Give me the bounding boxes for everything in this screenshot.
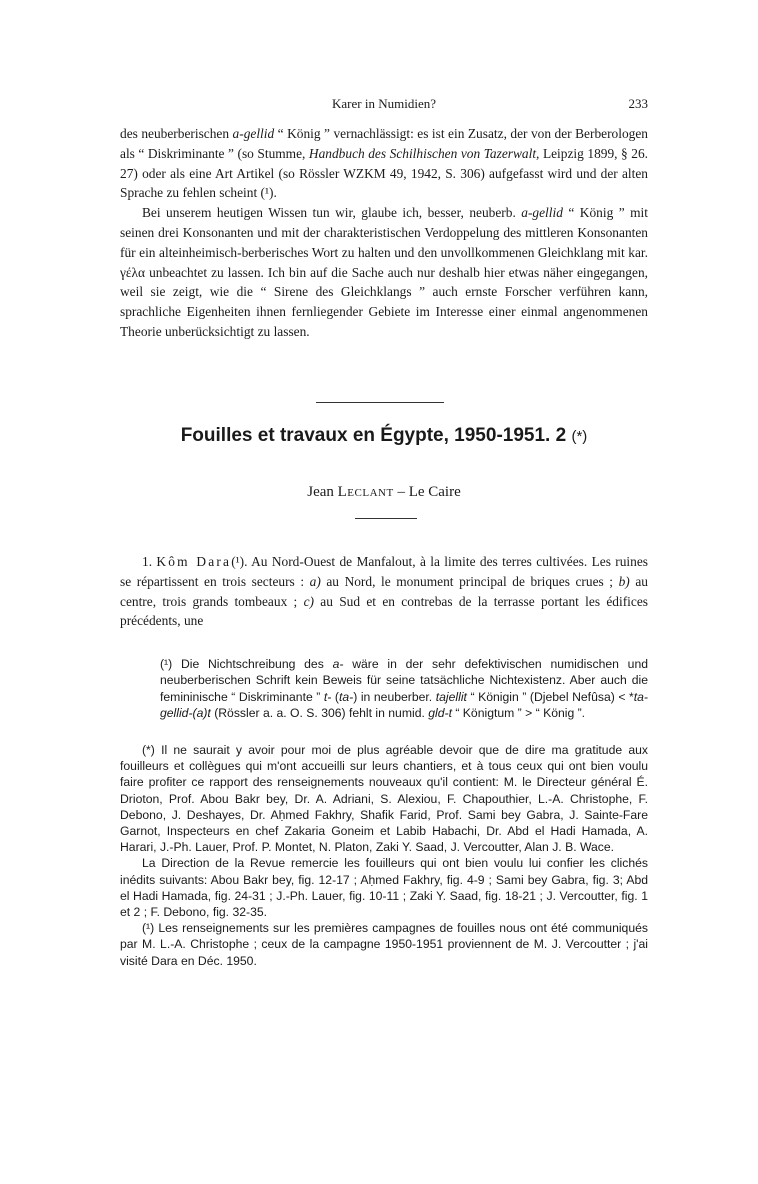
page-number: 233 bbox=[628, 96, 648, 111]
footnote-photo-credits: La Direction de la Revue remercie les fouilleurs qui ont bien voulu lui confier les clichés inédits suivants: Abou Bakr bey, fig. 12-17 ; Aḥmed Fakhry, fig. 4-9 ; Sami bey Gabra, fig. 3; Abd el Hadi Hamada, fig. 24-31 ; J.-Ph. Lauer, fig. 10-11 ; Zaki Y. Saad, fig. 18-21 ; J. Vercoutter, fig. 1 et 2 ; F. Debono, fig. 32-35. bbox=[120, 856, 648, 920]
footnote-acknowledgements: (*) Il ne saurait y avoir pour moi de plus agréable devoir que de dire ma gratitude aux fouilleurs et collègues qui m'ont accueilli sur leurs chantiers, et à tous ceux qui ont bien voulu faire profiter ce rapport des renseignements nouveaux qu'il contient: M. le Directeur général É. Drioton, Prof. Abou Bakr bey, Dr. A. Adriani, S. Alexiou, F. Chapouthier, L.-A. Christophe, F. Debono, J. Deshayes, Dr. Aḥmed Fakhry, Shafik Farid, Prof. Sami bey Gabra, J. Sainte-Fare Garnot, Inspecteurs en chef Zakaria Goneim et Labib Habachi, Dr. Abd el Hadi Hamada, A. Harari, J.-Ph. Lauer, Prof. P. Montet, N. Platon, Zaki Y. Saad, J. Vercoutter, Alan J. B. Wace. bbox=[120, 743, 648, 855]
running-header bbox=[120, 96, 648, 114]
section-divider bbox=[316, 402, 444, 403]
german-paragraph-2: Bei unserem heutigen Wissen tun wir, glaube ich, besser, neuberb. a-gellid “ König ” mit seinen drei Konsonanten und mit der charakteristischen Verdoppelung des mittleren Konsonanten für ein alteinheimisch-berberisches Wort zu halten und den unvollkommenen Gleichklang mit kar. γέλα unbeachtet zu lassen. Ich bin auf die Sache auch nur deshalb hier etwas näher eingegangen, weil sie zeigt, wie die “ Sirene des Gleichklangs ” auch ernste Forscher verführen kann, sprachliche Eigenheiten ihnen fernliegender Gebiete im Interesse einer einmal angenommenen Theorie unberücksichtigt zu lassen. bbox=[120, 205, 648, 339]
german-paragraph-1: des neuberberischen a-gellid “ König ” vernachlässigt: es ist ein Zusatz, der von der Berberologen als “ Diskriminante ” (so Stumme, Handbuch des Schilhischen von Tazerwalt, Leipzig 1899, § 26. 27) oder als eine Art Artikel (so Rössler WZKM 49, 1942, S. 306) aufgefasst wird und der alten Sprache zu fehlen scheint (¹). bbox=[120, 126, 648, 201]
article-author: Jean Leclant – Le Caire bbox=[307, 484, 461, 500]
article-title: Fouilles et travaux en Égypte, 1950-1951. 2 (*) bbox=[180, 425, 588, 446]
running-title: Karer in Numidien? bbox=[332, 96, 436, 111]
footnote-2 bbox=[120, 742, 648, 969]
title-rule bbox=[355, 518, 417, 519]
french-paragraph-1: 1. Kôm Dara(¹). Au Nord-Ouest de Manfalout, à la limite des terres cultivées. Les ruines se répartissent en trois secteurs : a) au Nord, le monument principal de briques crues ; b) au centre, trois grands tombeaux ; c) au Sud et en contrebas de la terrasse portant les édifices précédents, une bbox=[120, 554, 648, 629]
german-text bbox=[120, 124, 648, 342]
footnote-sources: (¹) Les renseignements sur les premières campagnes de fouilles nous ont été communiqués par M. L.-A. Christophe ; ceux de la campagne 1950-1951 proviennent de M. J. Vercoutter ; j'ai visité Dara en Déc. 1950. bbox=[120, 921, 648, 968]
footnote-1: (¹) Die Nichtschreibung des a- wäre in der sehr defektivischen numidischen und neuberberischen Schrift kein Beweis für seine tatsächliche Nichtexistenz. Aber auch die femininische “ Diskriminante ” t- (ta-) in neuberber. tajellit “ Königin ” (Djebel Nefûsa) < *ta-gellid-(a)t (Rössler a. a. O. S. 306) fehlt in numid. gld-t “ Königtum ” > “ König ”. bbox=[160, 657, 649, 720]
french-text bbox=[120, 552, 648, 631]
